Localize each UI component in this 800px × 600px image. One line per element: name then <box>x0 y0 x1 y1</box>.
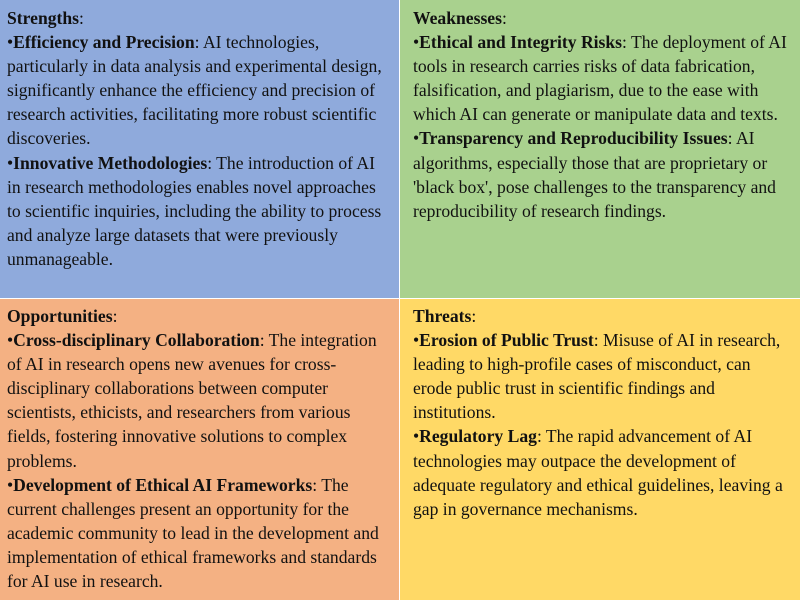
strengths-title: Strengths <box>7 8 80 28</box>
opportunity-item-text: : The integration of AI in research opens new avenues for cross-disciplinary collaborations between computer scientists, ethicists, and researchers from various fields, fostering innovative solutions to complex problems. <box>7 330 377 471</box>
threats-quadrant <box>400 299 800 600</box>
strength-item-name: Innovative Methodologies <box>13 152 208 173</box>
threat-item-name: Regulatory Lag <box>419 426 537 447</box>
threats-heading: Threats: <box>413 306 477 326</box>
threat-item-text: : The rapid advancement of AI technologies may outpace the development of adequate regulatory and ethical guidelines, leaving a gap in governance mechanisms. <box>413 426 783 519</box>
opportunity-item-name: Cross-disciplinary Collaboration <box>13 330 260 351</box>
strengths-quadrant <box>0 0 400 299</box>
strength-item: •Innovative Methodologies: The introduction of AI in research methodologies enables novel approaches to scientific inquiries, including the ability to process and analyze large datasets that were previously unmanageable. <box>7 152 382 269</box>
strength-item-name: Efficiency and Precision <box>13 32 195 53</box>
opportunity-item: •Development of Ethical AI Frameworks: The current challenges present an opportunity for the academic community to lead in the development and implementation of ethical frameworks and standards for AI use in research. <box>7 474 379 592</box>
opportunities-quadrant <box>0 299 400 600</box>
threats-title: Threats <box>413 306 472 326</box>
threat-item-name: Erosion of Public Trust <box>419 330 594 351</box>
threat-item-text: : Misuse of AI in research, leading to high-profile cases of misconduct, can erode public trust in scientific findings and institutions. <box>413 330 781 423</box>
weaknesses-heading: Weaknesses: <box>413 8 507 28</box>
weakness-item: •Ethical and Integrity Risks: The deployment of AI tools in research carries risks of data fabrication, falsification, and plagiarism, due to the ease with which AI can generate or manipulate data and texts. <box>413 32 787 125</box>
opportunities-heading: Opportunities: <box>7 306 118 326</box>
weakness-item-name: Ethical and Integrity Risks <box>419 32 623 53</box>
strength-item: •Efficiency and Precision: AI technologies, particularly in data analysis and experimental design, significantly enhance the efficiency and precision of research activities, facilitating more robust scientific discoveries. <box>7 32 382 149</box>
weakness-item-text: : AI algorithms, especially those that are proprietary or 'black box', pose challenges to the transparency and reproducibility of research findings. <box>413 128 776 221</box>
threat-item: •Erosion of Public Trust: Misuse of AI in research, leading to high-profile cases of misconduct, can erode public trust in scientific findings and institutions. <box>413 330 781 423</box>
opportunity-item-text: : The current challenges present an opportunity for the academic community to lead in the development and implementation of ethical frameworks and standards for AI use in research. <box>7 474 379 592</box>
opportunities-title: Opportunities <box>7 306 113 326</box>
opportunity-item: •Cross-disciplinary Collaboration: The integration of AI in research opens new avenues for cross-disciplinary collaborations between computer scientists, ethicists, and researchers from various fields, fostering innovative solutions to complex problems. <box>7 330 377 471</box>
strength-item-text: : The introduction of AI in research methodologies enables novel approaches to scientific inquiries, including the ability to process and analyze large datasets that were previously unmanageable. <box>7 152 382 269</box>
weaknesses-quadrant <box>400 0 800 299</box>
weakness-item-name: Transparency and Reproducibility Issues <box>419 128 728 149</box>
weaknesses-title: Weaknesses <box>413 8 502 28</box>
weakness-item-text: : The deployment of AI tools in research carries risks of data fabrication, falsification, and plagiarism, due to the ease with which AI can generate or manipulate data and texts. <box>413 32 787 125</box>
threat-item: •Regulatory Lag: The rapid advancement of AI technologies may outpace the development of adequate regulatory and ethical guidelines, leaving a gap in governance mechanisms. <box>413 426 783 519</box>
opportunity-item-name: Development of Ethical AI Frameworks <box>13 474 313 495</box>
strengths-heading: Strengths: <box>7 8 84 28</box>
strength-item-text: : AI technologies, particularly in data analysis and experimental design, significantly enhance the efficiency and precision of research activities, facilitating more robust scientific discoveries. <box>7 32 382 149</box>
weakness-item: •Transparency and Reproducibility Issues: AI algorithms, especially those that are proprietary or 'black box', pose challenges to the transparency and reproducibility of research findings. <box>413 128 776 221</box>
